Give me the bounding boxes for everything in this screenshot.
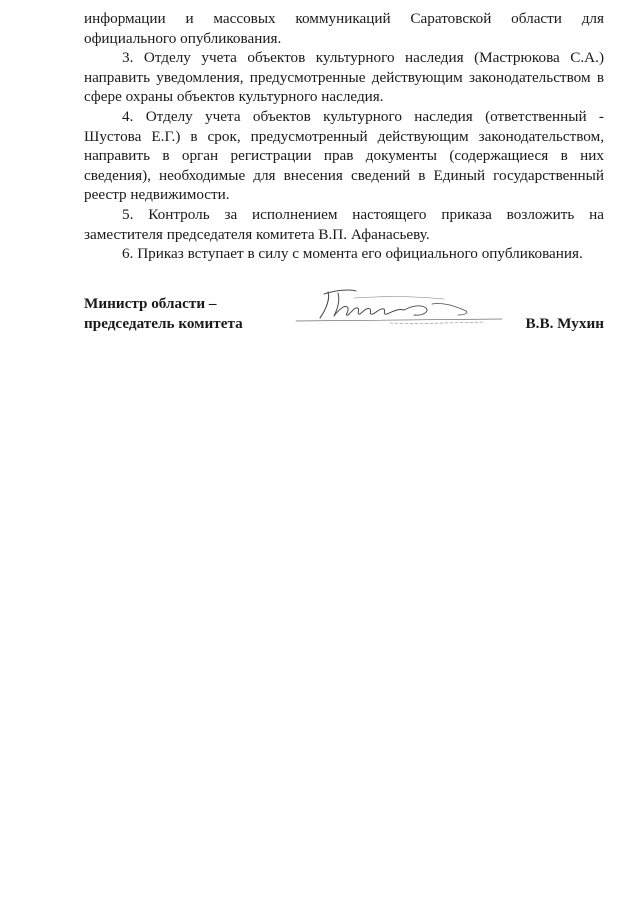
paragraph-item-5: 5. Контроль за исполнением настоящего приказа возложить на заместителя председателя комитета В.П. Афанасьеву. <box>84 205 604 243</box>
signatory-name: В.В. Мухин <box>525 315 604 332</box>
paragraph-continuation: информации и массовых коммуникаций Саратовской области для официального опубликования. <box>84 10 604 47</box>
signature-block <box>84 294 604 340</box>
signatory-title-line2: председатель комитета <box>84 315 243 332</box>
paragraph-item-6: 6. Приказ вступает в силу с момента его официального опубликования. <box>122 245 583 263</box>
document-body <box>84 9 604 264</box>
signatory-title <box>84 294 243 334</box>
paragraph-item-3: 3. Отделу учета объектов культурного наследия (Мастрюкова С.А.) направить уведомления, предусмотренные действующим законодательством в сфере охраны объектов культурного наследия. <box>84 49 604 106</box>
signatory-title-line1: Министр области – <box>84 295 217 312</box>
handwritten-signature <box>294 288 504 332</box>
paragraph-item-4: 4. Отделу учета объектов культурного наследия (ответственный - Шустова Е.Г.) в срок, предусмотренный действующим законодательством, направить в орган регистрации прав документы (содержащиеся в них сведения), необходимые для внесения сведений в Единый государственный реестр недвижимости. <box>84 107 604 204</box>
